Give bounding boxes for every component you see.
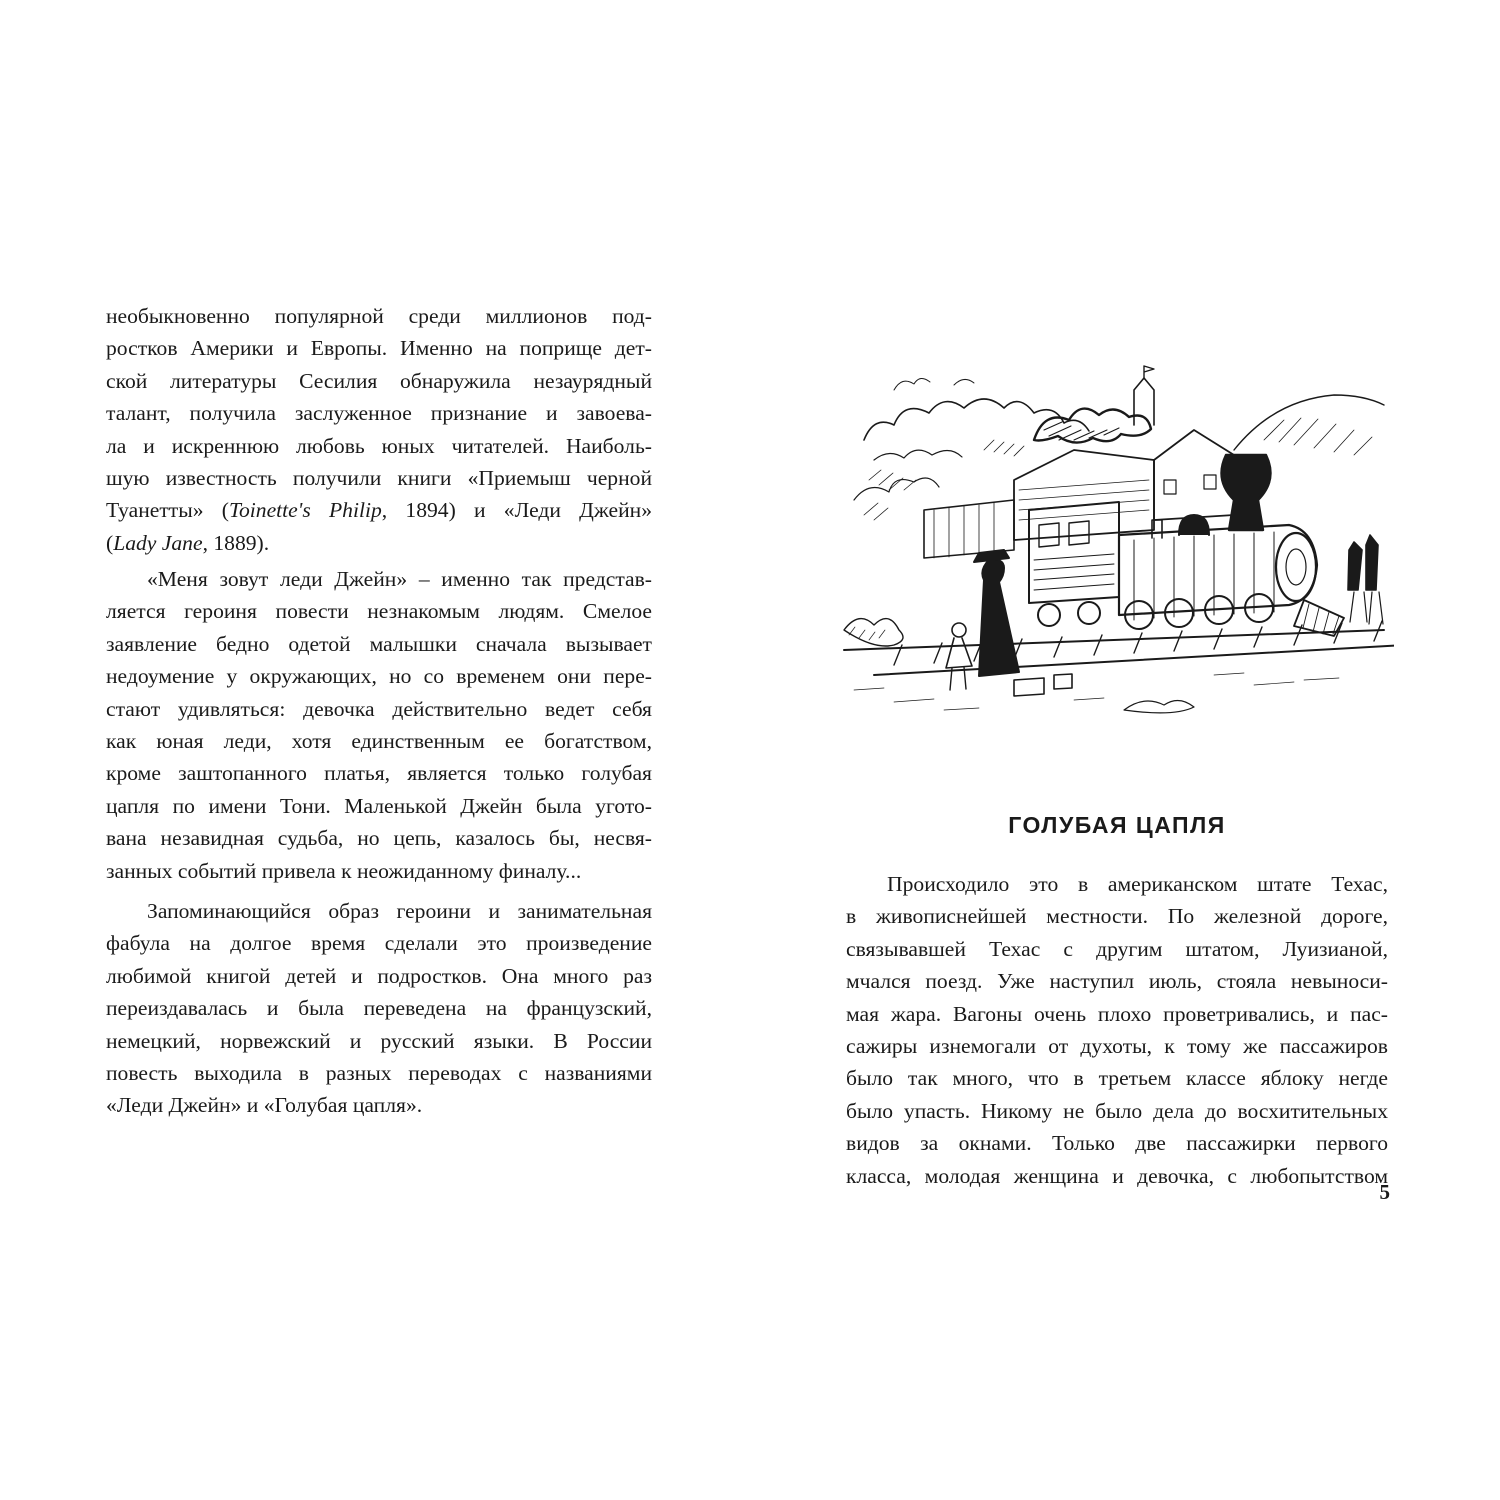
text-line: цапля по имени Тони. Маленькой Джейн была угото- [106,793,652,818]
text-line: в живописнейшей местности. По железной дороге, [846,904,1388,929]
left-paragraph-1 [106,300,652,559]
text-line: связывавшей Техас с другим штатом, Луизианой, [846,936,1388,961]
text-line: недоумение у окружающих, но со временем они пере- [106,664,652,689]
right-page [750,0,1500,1500]
text-line: было упасть. Никому не было дела до восхитительных [846,1098,1388,1123]
text-line: занных событий привела к неожиданному финалу... [106,858,582,883]
text-run: , 1889). [202,530,270,555]
text-line: любимой книгой детей и подростков. Она много раз [106,963,652,988]
text-line: сажиры изнемогали от духоты, к тому же пассажиров [846,1034,1388,1059]
text-line: талант, получила заслуженное признание и завоева- [106,401,652,426]
page-number: 5 [1379,1180,1390,1204]
text-line: как юная леди, хотя единственным ее богатством, [106,729,652,754]
text-line: ской литературы Сесилия обнаружила незаурядный [106,368,652,393]
text-run: Туанетты» ( [106,498,229,523]
text-line: Запоминающийся образ героини и занимательная [147,899,652,923]
train-station-illustration-icon [834,330,1394,730]
text-line: немецкий, норвежский и русский языки. В России [106,1028,652,1053]
text-line: фабула на долгое время сделали это произведение [106,931,652,956]
text-line: необыкновенно популярной среди миллионов под- [106,304,652,328]
text-line [106,527,652,559]
text-line: видов за окнами. Только две пассажирки первого [846,1131,1388,1156]
text-line: было так много, что в третьем классе яблоку негде [846,1066,1388,1091]
text-line: стают удивляться: девочка действительно ведет себя [106,696,652,721]
text-run: ( [106,530,114,555]
text-line: вана незавидная судьба, но цепь, казалось бы, несвя- [106,826,652,851]
chapter-title: ГОЛУБАЯ ЦАПЛЯ [1008,812,1226,838]
text-line: ла и искреннюю любовь юных читателей. Наиболь- [106,433,652,458]
left-paragraph-3 [106,895,652,1122]
text-line: «Меня зовут леди Джейн» – именно так представ- [147,567,652,591]
text-run: , 1894) и «Леди Джейн» [381,498,653,523]
text-line: мчался поезд. Уже наступил июль, стояла невыноси- [846,969,1388,994]
book-title-italic: Lady Jane [113,530,203,555]
text-line: Происходило это в американском штате Техас, [887,872,1388,896]
right-paragraph-1 [846,868,1388,1192]
book-title-italic: Toinette's Philip [228,498,382,523]
text-line: ростков Америки и Европы. Именно на поприще дет- [106,336,652,361]
text-line [106,494,652,526]
text-line: ляется героиня повести незнакомым людям. Смелое [106,599,652,624]
left-paragraph-2 [106,563,652,887]
text-line: повесть выходила в разных переводах с названиями [106,1061,652,1086]
text-line: шую известность получили книги «Приемыш черной [106,466,652,491]
text-line: кроме заштопанного платья, является только голубая [106,761,652,786]
text-line: «Леди Джейн» и «Голубая цапля». [106,1093,423,1118]
text-line: мая жара. Вагоны очень плохо проветривались, и пас- [846,1001,1388,1026]
text-line: переиздавалась и была переведена на французский, [106,996,652,1021]
text-line: класса, молодая женщина и девочка, с любопытством [846,1163,1388,1188]
text-line: заявление бедно одетой малышки сначала вызывает [106,631,652,656]
